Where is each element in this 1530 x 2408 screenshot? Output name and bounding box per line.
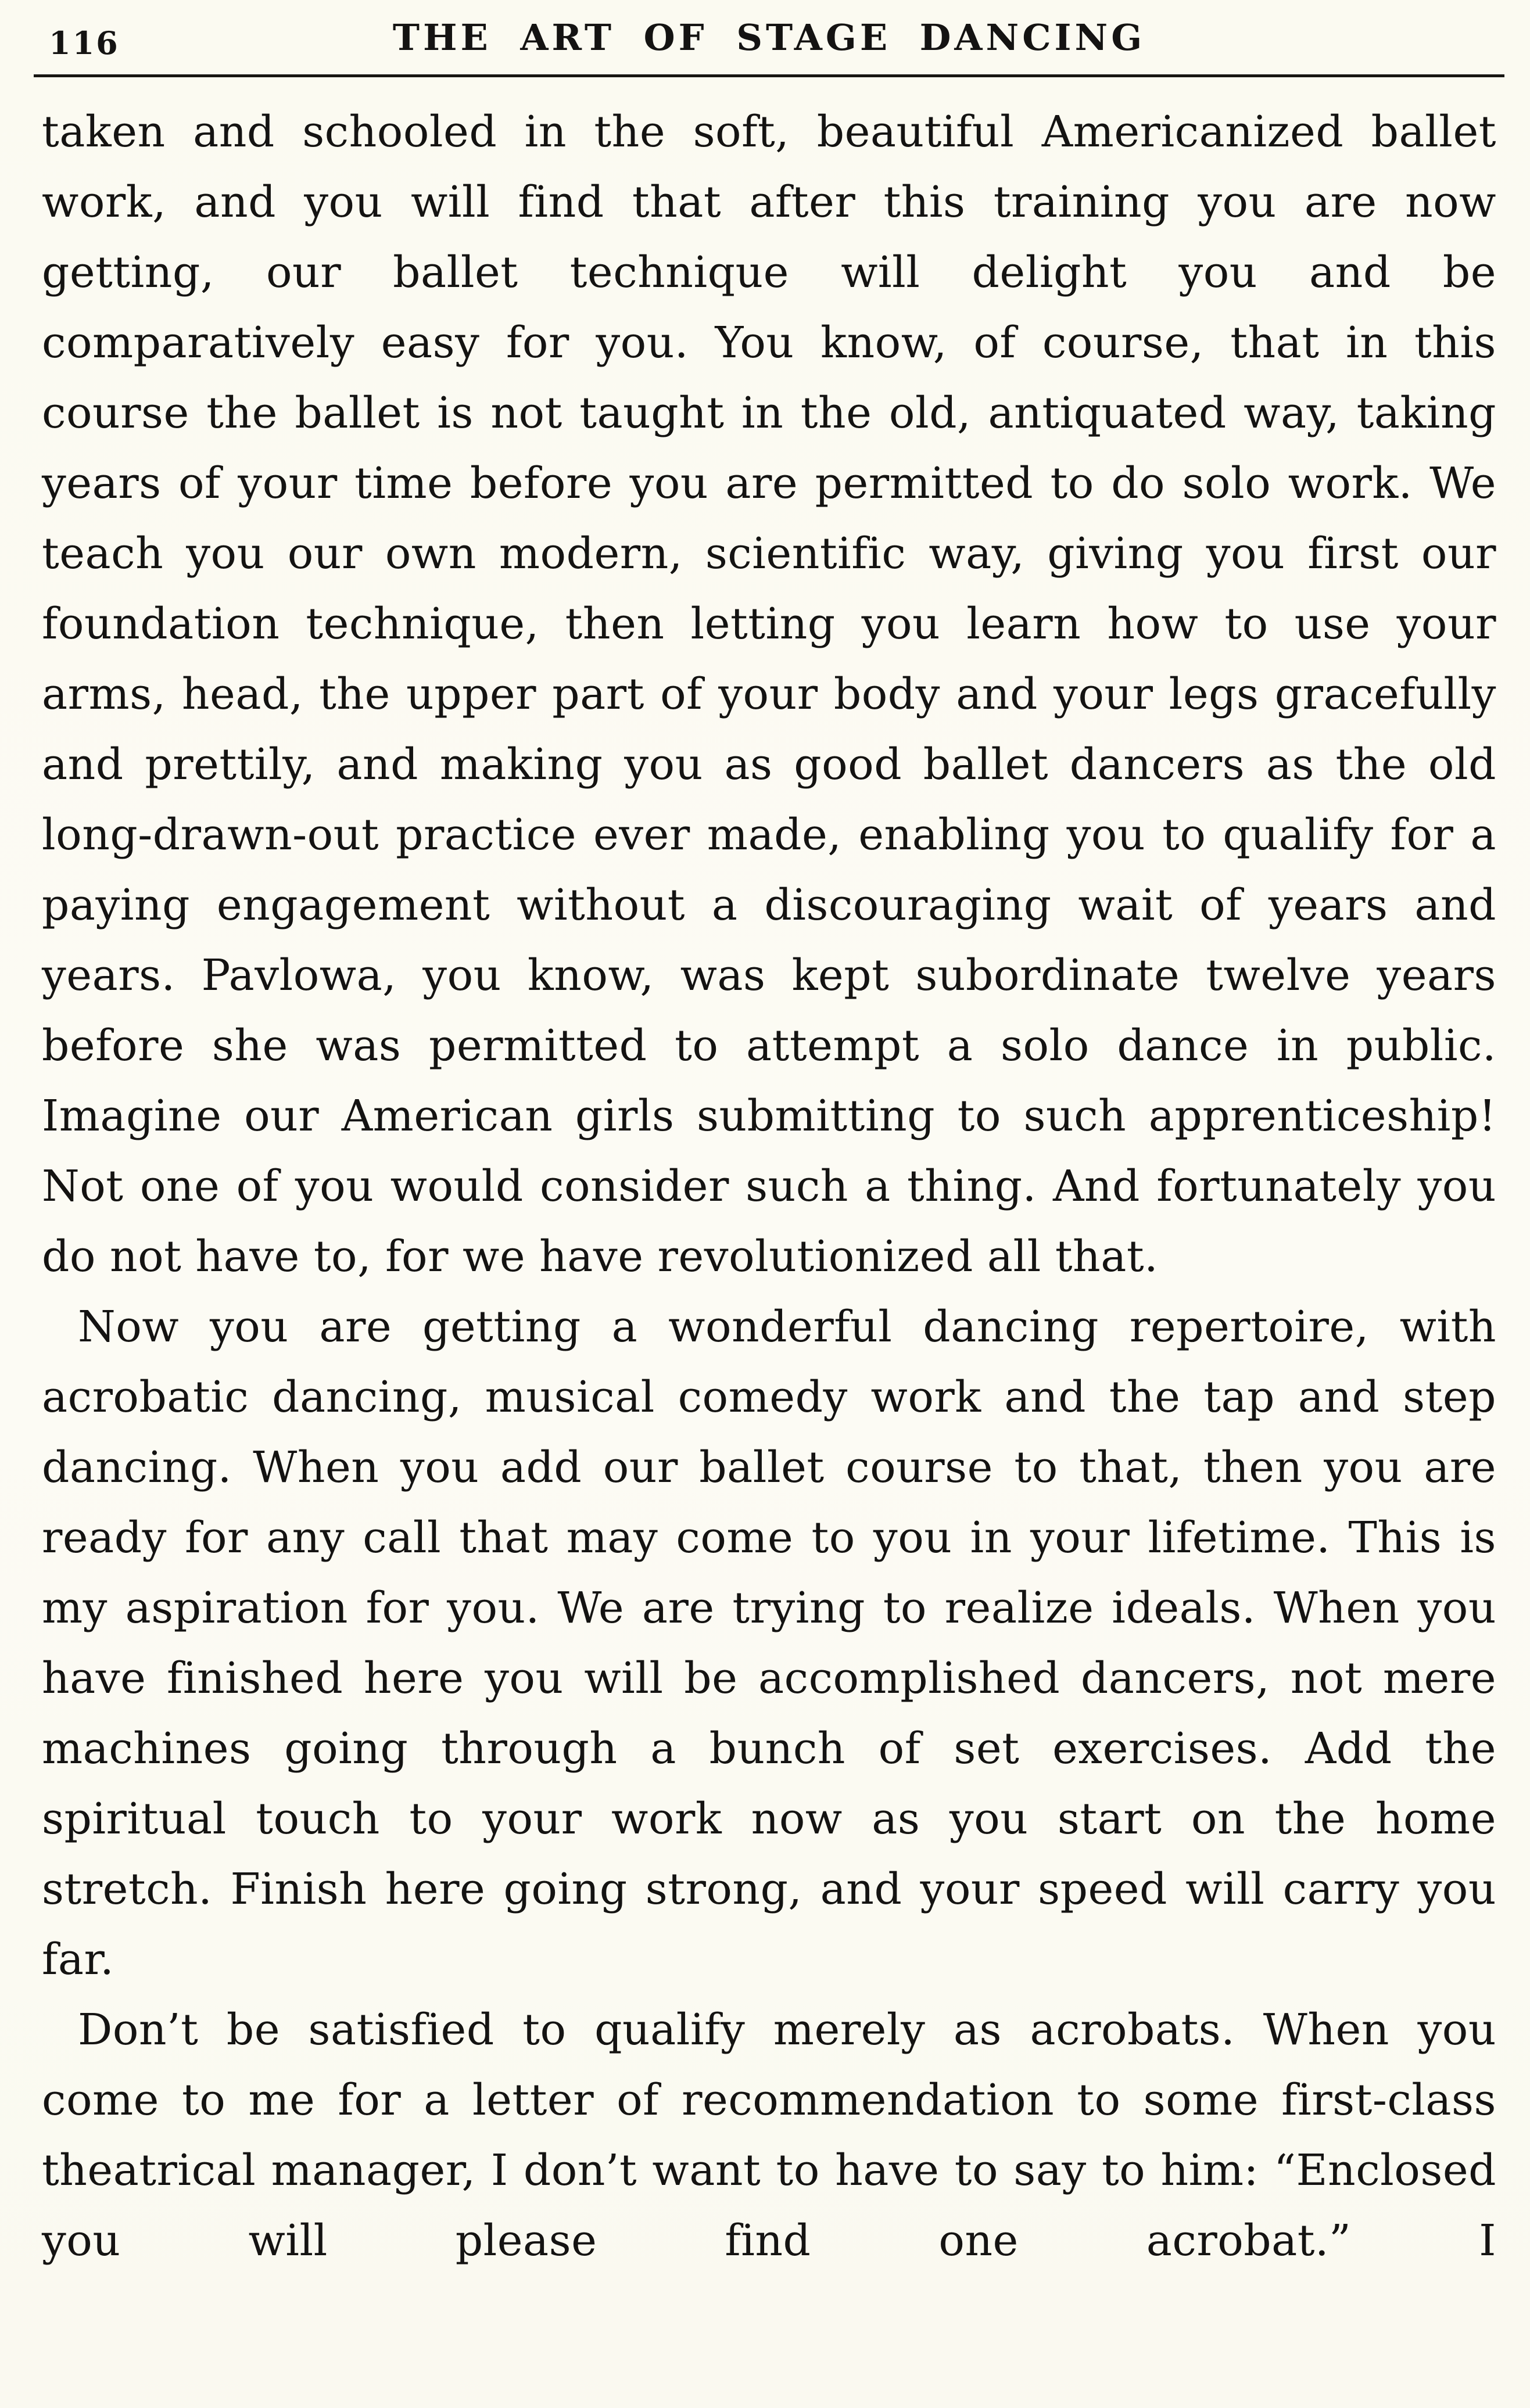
page-body [42,97,1496,2276]
paragraph-continuation: taken and schooled in the soft, beautiful Americanized ballet work, and you will find that after this training you are now getting, our ballet technique will delight you and be comparatively easy for you. You know, of course, that in this course the ballet is not taught in the old, antiquated way, taking years of your time before you are permitted to do solo work. We teach you our own modern, scientific way, giving you first our foundation technique, then letting you learn how to use your arms, head, the upper part of your body and your legs gracefully and prettily, and making you as good ballet dancers as the old long-drawn-out practice ever made, enabling you to qualify for a paying engagement without a discouraging wait of years and years. Pavlowa, you know, was kept subordinate twelve years before she was permitted to attempt a solo dance in public. Imagine our American girls submitting to such apprenticeship! Not one of you would consider such a thing. And fortunately you do not have to, for we have revolutionized all that. [42,107,1496,1282]
page-header [42,16,1496,65]
running-head-title: THE ART OF STAGE DANCING [392,16,1146,59]
header-rule [34,74,1504,77]
paragraph: Don’t be satisfied to qualify merely as acrobats. When you come to me for a letter of recommendation to some first-class theatrical manager, I don’t want to have to say to him: “Enclosed you will please find one acrobat.” I [42,2005,1496,2266]
page-number: 116 [49,24,120,62]
paragraph: Now you are getting a wonderful dancing repertoire, with acrobatic dancing, musical comedy work and the tap and step dancing. When you add our ballet course to that, then you are ready for any call that may come to you in your lifetime. This is my aspiration for you. We are trying to realize ideals. When you have finished here you will be accomplished dancers, not mere machines going through a bunch of set exercises. Add the spiritual touch to your work now as you start on the home stretch. Finish here going strong, and your speed will carry you far. [42,1302,1496,1984]
